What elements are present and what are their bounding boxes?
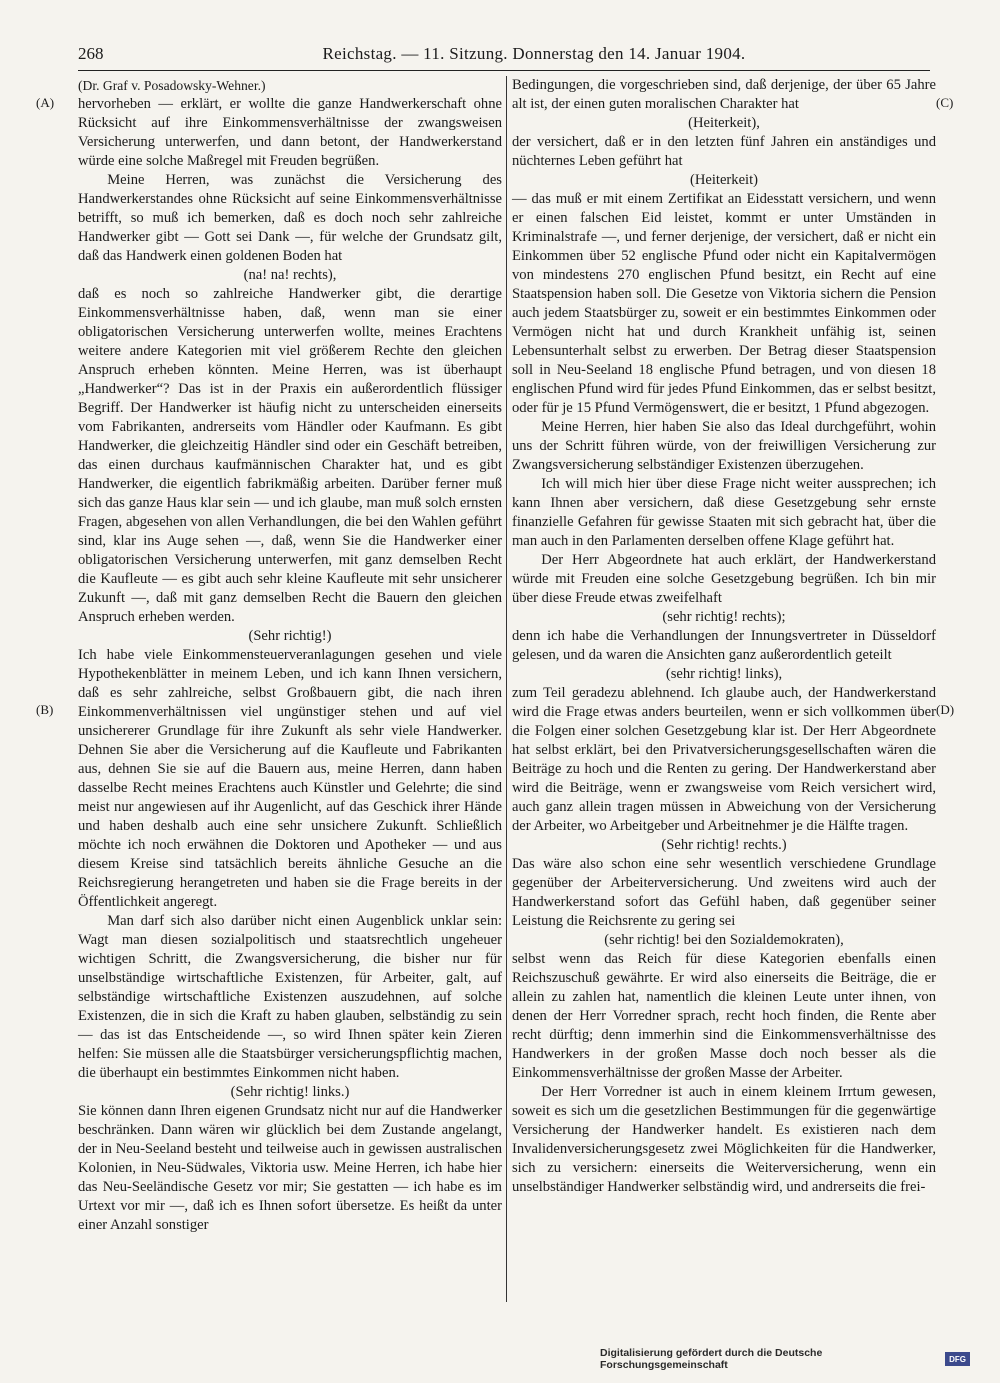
interjection: (sehr richtig! bei den Sozialdemokraten), [604,932,844,948]
paragraph: daß es noch so zahlreiche Handwerker gibt, die derartige Einkommensverhältnisse haben, daß, wenn man sie einer obligatorischen Versicherung unterwerfen wollte, meines Erachtens weitere andere Kategorien mit viel größerem Rechte den gleichen Anspruch erheben könnten. Meine Herren, was ist überhaupt „Handwerker“? Das ist in der Praxis ein außerordentlich flüssiger Begriff. Der Handwerker ist häufig nicht zu unterscheiden einerseits vom Fabrikanten, andrerseits vom Händler oder Kaufmann. Es gibt Handwerker, die gleichzeitig Händler sind oder ein Geschäft betreiben, das einen durchaus kaufmännischen Charakter hat, und es gibt Handwerker, die eigentlich fabrikmäßig arbeiten. Darüber ferner muß sich das ganze Haus klar sein — und ich glaube, man muß solch ernsten Fragen, abgesehen von allen Verhandlungen, die bei den Wahlen geführt sind, klar ins Auge sehen —, daß, wenn Sie die Handwerker einer obligatorischen Versicherung unterwerfen, mit ganz demselben Recht die Kaufleute — es gibt auch sehr kleine Kaufleute mit sehr unsicherer Zukunft —, daß mit ganz demselben Recht die Bauern den gleichen Anspruch erheben werden. [78,286,502,625]
column-divider [506,76,507,1302]
right-column [512,76,936,1197]
margin-marker-d: (D) [936,702,955,717]
dfg-logo-icon: DFG [945,1352,970,1366]
paragraph: Meine Herren, was zunächst die Versicherung des Handwerkerstandes ohne Rücksicht auf seine Einkommensverhältnisse betrifft, so muß ich bemerken, daß es doch noch sehr zahlreiche Handwerker gibt — Gott sei Dank —, für welche der Grundsatz gilt, daß das Handwerk einen goldenen Boden hat [78,172,502,264]
left-column [78,76,502,1235]
digitization-footer [600,1347,970,1371]
paragraph: denn ich habe die Verhandlungen der Innungsvertreter in Düsseldorf gelesen, und da waren die Ansichten ganz außerordentlich geteilt [512,628,936,663]
paragraph: der versichert, daß er in den letzten fünf Jahren ein anständiges und nüchternes Leben geführt hat [512,134,936,169]
margin-marker-c: (C) [936,95,954,110]
paragraph: zum Teil geradezu ablehnend. Ich glaube auch, der Handwerkerstand wird die Frage etwas anders beurteilen, wenn er sich vollkommen über die Folgen einer solchen Gesetzgebung klar ist. Der Herr Abgeordnete hat selbst erklärt, bei den Privatversicherungsgesellschaften wären die Beiträge zu hoch und die Renten zu gering. Der Handwerkerstand aber wird die Beiträge, wenn er zwangsweise vom Reich versichert wird, auch ganz allein tragen müssen in Abweichung von der Versicherung der Arbeiter, wo Arbeitgeber und Arbeitnehmer je die Hälfte tragen. [512,685,936,834]
footer-text: Digitalisierung gefördert durch die Deutsche Forschungsgemeinschaft [600,1347,823,1371]
speaker-name: (Dr. Graf v. Posadowsky-Wehner.) [78,78,266,93]
interjection: (Heiterkeit) [689,172,759,188]
paragraph: Der Herr Abgeordnete hat auch erklärt, der Handwerkerstand würde mit Freuden eine solche Gesetzgebung begrüßen. Ich bin mir über diese Freude etwas zweifelhaft [512,552,936,606]
interjection: (Sehr richtig! links.) [230,1084,350,1100]
page-header [78,44,930,68]
paragraph: selbst wenn das Reich für diese Kategorien ebenfalls einen Reichszuschuß gewährte. Er wird also einerseits die Beiträge, die er allein zu zahlen hat, namentlich die kleinen Leute unter ihnen, von denen der Herr Vorredner sprach, recht hoch finden, die Rente aber recht dürftig; denn immerhin sind die Einkommensverhältnisse des Handwerkers in der großen Masse doch noch besser als die Einkommensverhältnisse der großen Masse der Arbeiter. [512,951,936,1081]
paragraph: hervorheben — erklärt, er wollte die ganze Handwerkerschaft ohne Rücksicht auf ihre Einkommensverhältnisse der zwangsweisen Versicherung unterwerfen, und dann betont, der Handwerkerstand würde eine solche Maßregel mit Freuden begrüßen. [78,96,502,169]
page-number: 268 [78,44,104,63]
header-rule [78,70,930,71]
interjection: (Sehr richtig! rechts.) [661,837,787,853]
paragraph: Ich habe viele Einkommensteuerveranlagungen gesehen und viele Hypothekenblätter in meinem Leben, und ich kann Ihnen versichern, daß es sehr zahlreiche, selbst Großbauern gibt, die nach ihren Einkommenverhältnissen viel ungünstiger stehen und auf viel unsichererer Grundlage für ihre Zukunft als sehr viele Handwerker. Dehnen Sie aber die Versicherung auf die Kaufleute und Fabrikanten aus, dehnen Sie sie auf die Bauern aus, meine Herren, dann haben dasselbe Recht meines Erachtens auch Künstler und Gelehrte; die sind meist nur angewiesen auf ihr Augenlicht, auf das Geschick ihrer Hände und haben deshalb auch eine sehr unsichere Zukunft. Schließlich möchte ich noch erwähnen die Doktoren und Apotheker — und aus diesem Kreise sind tatsächlich bereits ähnliche Gesuche an die Reichsregierung herangetreten und haben sie die Frage bereits in der Öffentlichkeit angeregt. [78,647,502,910]
interjection: (sehr richtig! links), [665,666,783,682]
paragraph: Das wäre also schon eine sehr wesentlich verschiedene Grundlage gegenüber der Arbeiterversicherung. Und zweitens wird auch der Handwerkerstand sofort das Gefühl haben, daß gegenüber seiner Leistung die Reichsrente zu gering sei [512,856,936,929]
interjection: (sehr richtig! rechts); [662,609,786,625]
paragraph: Ich will mich hier über diese Frage nicht weiter aussprechen; ich kann Ihnen aber versichern, daß diese Gesetzgebung sehr ernste finanzielle Gefahren für gewisse Staaten mit sich gebracht hat, über die man auch in den Parlamenten derselben offene Klage geführt hat. [512,476,936,549]
paragraph: Bedingungen, die vorgeschrieben sind, daß derjenige, der über 65 Jahre alt ist, der einen guten moralischen Charakter hat [512,77,936,112]
interjection: (na! na! rechts), [243,267,337,283]
paragraph: — das muß er mit einem Zertifikat an Eidesstatt versichern, und wenn er einen falschen Eid leistet, kommt er unter Umständen in Kriminalstrafe —, und ferner derjenige, der versichert, daß er nicht ein Einkommen über 52 englische Pfund oder nicht ein Kapitalvermögen von mindestens 270 englischen Pfund besitzt, ein Recht auf eine Staatspension haben soll. Die Gesetze von Viktoria sichern die Pension auch jedem Staatsbürger zu, soweit er ein bestimmtes Einkommen oder Vermögen nicht hat und durch Krankheit unfähig ist, seinen Lebensunterhalt selbst zu erwerben. Der Betrag dieser Staatspension soll in Neu-Seeland 18 englische Pfund betragen, und von diesen 18 englischen Pfund wird für jedes Pfund Einkommen, das er selbst besitzt, oder für je 15 Pfund Vermögenswert, die er besitzt, 1 Pfund abgezogen. [512,191,936,416]
margin-marker-a: (A) [36,95,55,110]
interjection: (Heiterkeit), [688,115,760,131]
paragraph: Meine Herren, hier haben Sie also das Ideal durchgeführt, wohin uns der Schritt führen würde, von der freiwilligen Versicherung zur Zwangsversicherung selbständiger Existenzen überzugehen. [512,419,936,473]
page-title: Reichstag. — 11. Sitzung. Donnerstag den 14. Januar 1904. [322,44,746,63]
margin-marker-b: (B) [36,702,54,717]
paragraph: Man darf sich also darüber nicht einen Augenblick unklar sein: Wagt man diesen sozialpolitisch und staatsrechtlich ungeheuer wichtigen Schritt, die Zwangsversicherung, die bisher nur für unselbständige wirtschaftliche Existenzen, für Arbeiter, galt, auf selbständige wirtschaftliche Existenzen auszudehnen, auf solche Existenzen, die in sich die Kraft zu haben glauben, selbständig zu sein — das ist das Entscheidende —, so wird Ihnen später kein Zieren helfen: Sie müssen alle die Staatsbürger versicherungspflichtig machen, die überhaupt ein bestimmtes Einkommen nicht haben. [78,913,502,1081]
interjection: (Sehr richtig!) [248,628,332,644]
paragraph: Sie können dann Ihren eigenen Grundsatz nicht nur auf die Handwerker beschränken. Dann wären wir glücklich bei dem Zustande angelangt, der in Neu-Seeland besteht und teilweise auch in gewissen australischen Kolonien, in Neu-Südwales, Viktoria usw. Meine Herren, ich habe hier das Neu-Seeländische Gesetz vor mir; Sie gestatten — ich habe es im Urtext vor mir —, daß ich es Ihnen sofort übersetze. Es heißt da unter einer Anzahl sonstiger [78,1103,502,1233]
paragraph: Der Herr Vorredner ist auch in einem kleinem Irrtum gewesen, soweit es sich um die gesetzlichen Bestimmungen für die gegenwärtige Versicherung der Handwerker handelt. Es existieren nach dem Invalidenversicherungsgesetz zwei Möglichkeiten für die Handwerker, sich zu versichern: einerseits die Weiterversicherung, wenn ein unselbständiger Handwerker selbständig wird, und andrerseits die frei- [512,1084,936,1195]
